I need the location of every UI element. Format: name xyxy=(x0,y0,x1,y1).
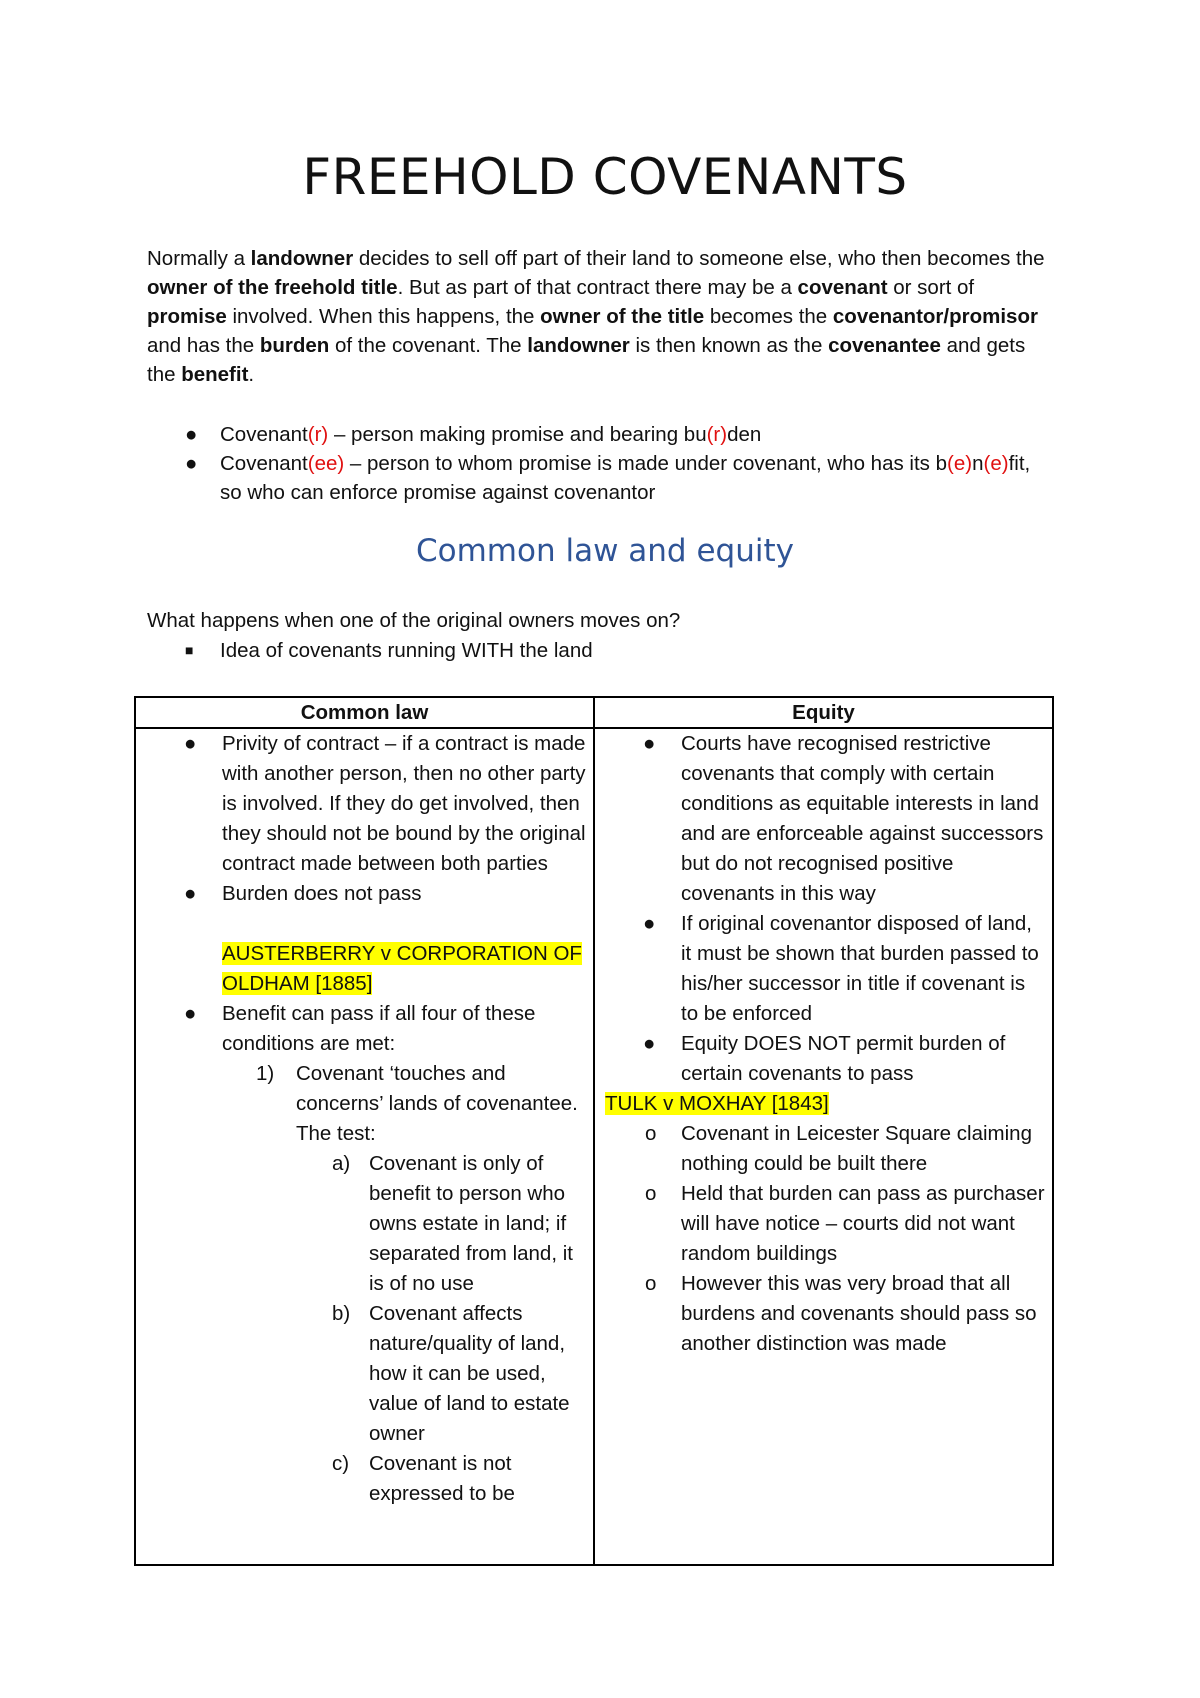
common-law-column xyxy=(135,728,594,1565)
intro-paragraph: Normally a landowner decides to sell off part of their land to someone else, who then becomes the owner of the freehold title. But as part of that contract there may be a covenant or sort of promise involved. When this happens, the owner of the title becomes the covenantor/promisor and has the burden of the covenant. The landowner is then known as the covenantee and gets the benefit. xyxy=(147,247,1045,386)
lettered-item: c) Covenant is not expressed to be xyxy=(332,1452,515,1505)
comparison-table xyxy=(134,696,1054,1566)
bullet-icon: ● xyxy=(184,882,197,905)
bullet-icon: ● xyxy=(643,732,656,755)
sub-list-item: o However this was very broad that all burdens and covenants should pass so another distinction was made xyxy=(595,1269,1046,1359)
document-page: FREEHOLD COVENANTS Normally a landowner decides to sell off part of their land to someone else, who then becomes the owner of the freehold title. But as part of that contract there may be a covenant or sort of promise involved. When this happens, the owner of the title becomes the covenantor/promisor and has the burden of the covenant. The landowner is then known as the covenantee and gets the benefit. ● Covenant(r) – person making promise and bearing bu(r)den ● Covenant(ee) – person to whom promise is made under covenant, who has its b(e)n(e)fit, so who can enforce promise against covenantor Common law and equity What happens when one of the original owners moves on? ■ Idea of covenants running WITH the land Common law Equity ● Privity of contract – if a contract is made with another person, then no other party is involved. If they do get involved, then they should not be bound by the original contract made between both parties ● Burden does not pass AUSTERBERRY v CORPORATION OF OLDHAM [1885] ● Benefit can pass if all four of these conditions are met: 1) Covenant ‘touches and concerns’ lands of covenantee. The test: a) Covenant is only of benefit to person who owns estate in land; if separated from land, it is of no use b) Covenant affects nature/quality of land, how it can be used, value of land to estate owner c) Covenant is not expressed to be ● Courts have recognised restrictive covenants that comply with certain conditions as equitable interests in land and are enforceable against successors but do not recognised positive covenants in this way ● If original covenantor disposed of land, it must be shown that burden passed to his/her successor in title if covenant is to be enforced ● Equity DOES NOT permit burden of certain covenants to pass TULK v MOXHAY [1843] o Covenant in Leicester Square claiming nothing could be built there o Held that burden can pass as purchaser will have notice – courts did not want random buildings o However this was very broad that all burdens and covenants should pass so another distinction was made xyxy=(0,0,1200,1698)
circle-bullet-icon: o xyxy=(645,1182,657,1205)
square-bullet-icon: ■ xyxy=(185,642,194,658)
lettered-item: b) Covenant affects nature/quality of land, how it can be used, value of land to estate owner xyxy=(332,1302,570,1445)
list-item: ● Courts have recognised restrictive covenants that comply with certain conditions as equitable interests in land and are enforceable against successors but do not recognised positive covenants in this way xyxy=(595,729,1046,909)
circle-bullet-icon: o xyxy=(645,1122,657,1145)
bullet-icon: ● xyxy=(184,1002,197,1025)
sub-list-item: o Covenant in Leicester Square claiming nothing could be built there xyxy=(595,1119,1046,1179)
bullet-icon: ● xyxy=(184,732,197,755)
list-item: ● Equity DOES NOT permit burden of certain covenants to pass xyxy=(595,1029,1046,1089)
lettered-item: a) Covenant is only of benefit to person who owns estate in land; if separated from land, it is of no use xyxy=(332,1152,573,1295)
definition-covenantee: ● Covenant(ee) – person to whom promise is made under covenant, who has its b(e)n(e)fit, so who can enforce promise against covenantor xyxy=(147,449,1057,507)
sub-list-item: o Held that burden can pass as purchaser will have notice – courts did not want random buildings xyxy=(595,1179,1046,1269)
bullet-icon: ● xyxy=(643,912,656,935)
bullet-icon: ● xyxy=(643,1032,656,1055)
bullet-icon: ● xyxy=(185,452,198,475)
list-item: ● Burden does not pass xyxy=(136,879,587,909)
definition-covenantor: ● Covenant(r) – person making promise and bearing bu(r)den xyxy=(147,420,1057,449)
header-common-law: Common law xyxy=(135,697,594,728)
bullet-icon: ● xyxy=(185,423,198,446)
list-item: ● If original covenantor disposed of land, it must be shown that burden passed to his/her successor in title if covenant is to be enforced xyxy=(595,909,1046,1029)
header-equity: Equity xyxy=(594,697,1053,728)
numbered-item: 1) Covenant ‘touches and concerns’ lands of covenantee. The test: xyxy=(256,1062,578,1145)
question-text: What happens when one of the original owners moves on? xyxy=(147,609,681,632)
case-citation: TULK v MOXHAY [1843] xyxy=(605,1092,829,1115)
case-citation: AUSTERBERRY v CORPORATION OF OLDHAM [1885] xyxy=(222,942,582,995)
equity-column xyxy=(594,728,1053,1565)
circle-bullet-icon: o xyxy=(645,1272,657,1295)
section-heading: Common law and equity xyxy=(416,533,794,569)
page-title: FREEHOLD COVENANTS xyxy=(302,148,908,206)
list-item: ● Privity of contract – if a contract is made with another person, then no other party is involved. If they do get involved, then they should not be bound by the original contract made between both parties xyxy=(136,729,587,879)
definition-list xyxy=(147,420,1057,507)
list-item: ● Benefit can pass if all four of these conditions are met: xyxy=(136,999,587,1059)
